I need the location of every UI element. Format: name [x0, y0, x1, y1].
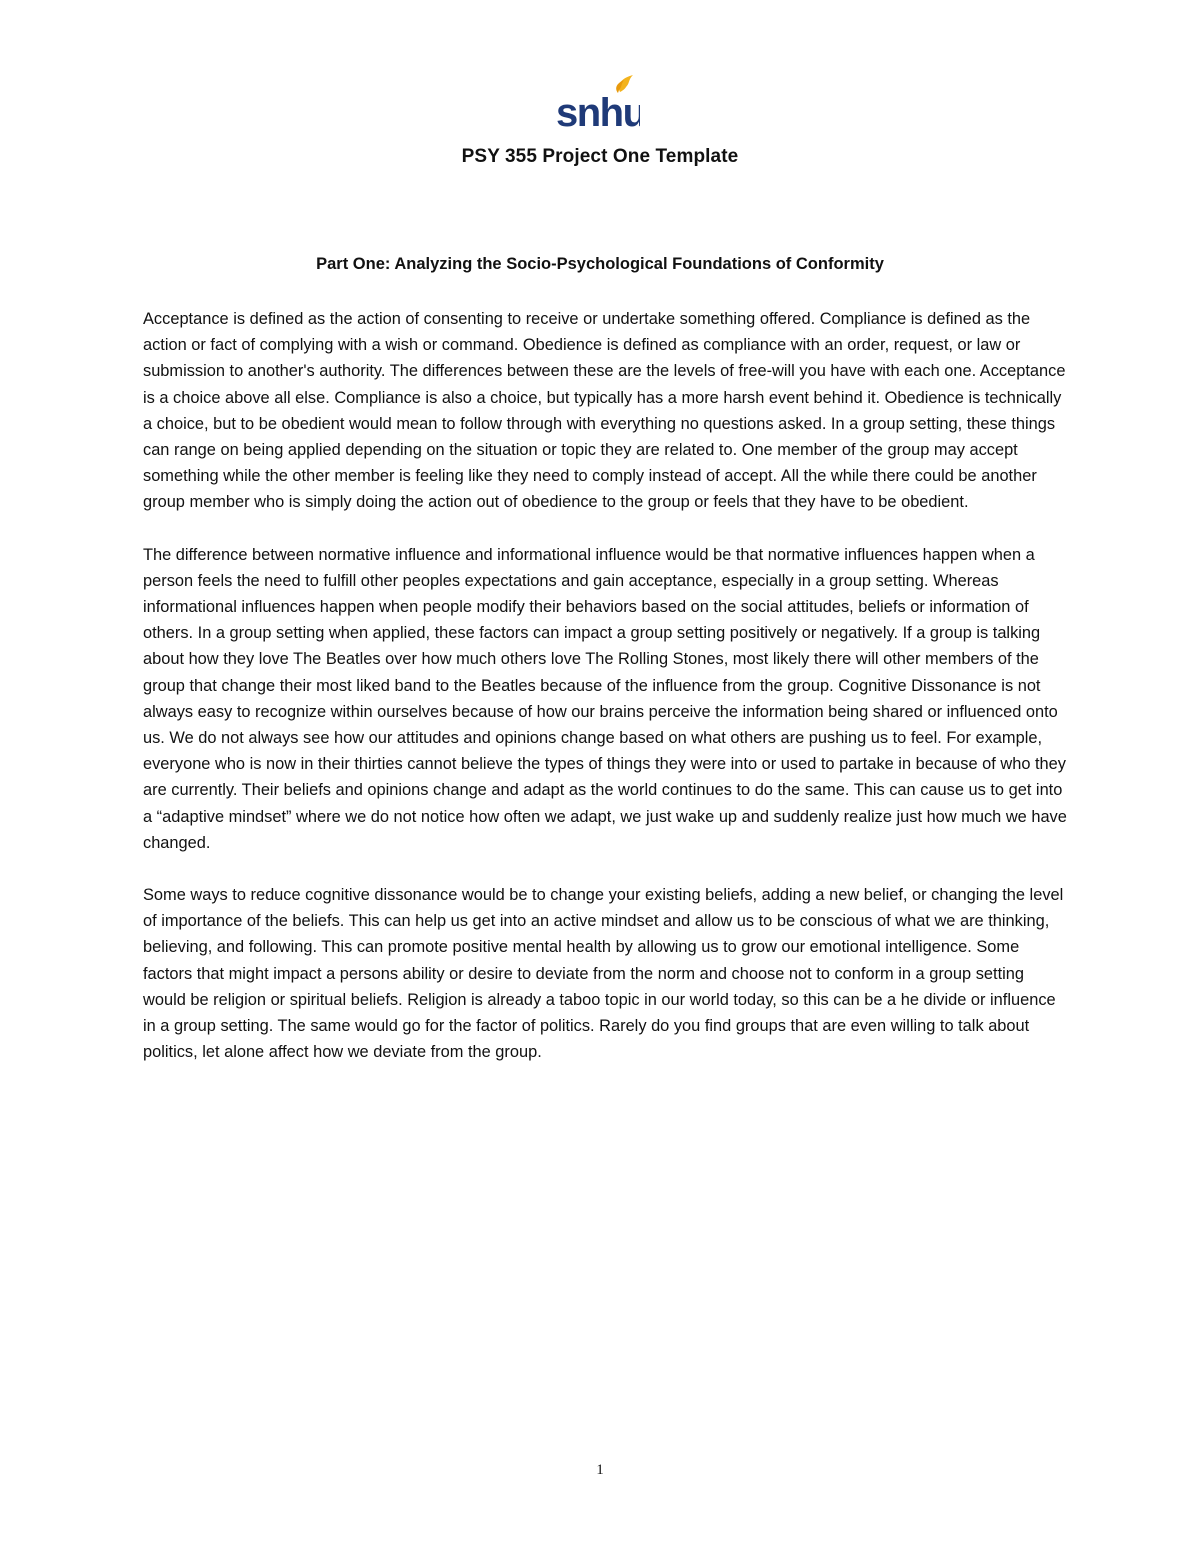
section-heading: Part One: Analyzing the Socio-Psychological Foundations of Conformity	[316, 255, 884, 273]
snhu-flame-logo-icon	[556, 74, 640, 132]
paragraph-2: The difference between normative influence and informational influence would be that normative influences happen when a person feels the need to fulfill other peoples expectations and gain acceptance, especially in a group setting. Whereas informational influences happen when people modify their behaviors based on the social attitudes, beliefs or information of others. In a group setting when applied, these factors can impact a group setting positively or negatively. If a group is talking about how they love The Beatles over how much others love The Rolling Stones, most likely there will other members of the group that change their most liked band to the Beatles because of the influence from the group. Cognitive Dissonance is not always easy to recognize within ourselves because of how our brains perceive the information being shared or influenced onto us. We do not always see how our attitudes and opinions change based on what others are pushing us to feel. For example, everyone who is now in their thirties cannot believe the types of things they were into or used to partake in because of who they are currently. Their beliefs and opinions change and adapt as the world continues to do the same. This can cause us to get into a “adaptive mindset” where we do not notice how often we adapt, we just wake up and suddenly realize just how much we have changed.	[143, 545, 1067, 852]
paragraph-3: Some ways to reduce cognitive dissonance would be to change your existing beliefs, adding a new belief, or changing the level of importance of the beliefs. This can help us get into an active mindset and allow us to be conscious of what we are thinking, believing, and following. This can promote positive mental health by allowing us to grow our emotional intelligence. Some factors that might impact a persons ability or desire to deviate from the norm and choose not to conform in a group setting would be religion or spiritual beliefs. Religion is already a taboo topic in our world today, so this can be a he divide or influence in a group setting. The same would go for the factor of politics. Rarely do you find groups that are even willing to talk about politics, let alone affect how we deviate from the group.	[143, 886, 1064, 1062]
paragraph-1: Acceptance is defined as the action of consenting to receive or undertake something offered. Compliance is defined as the action or fact of complying with a wish or command. Obedience is defined as compliance with an order, request, or law or submission to another's authority. The differences between these are the levels of free-will you have with each one. Acceptance is a choice above all else. Compliance is also a choice, but typically has a more harsh event behind it. Obedience is technically a choice, but to be obedient would mean to follow through with everything no questions asked. In a group setting, these things can range on being applied depending on the situation or topic they are related to. One member of the group may accept something while the other member is feeling like they need to comply instead of accept. All the while there could be another group member who is simply doing the action out of obedience to the group or feels that they have to be obedient.	[143, 310, 1066, 512]
page-number: 1	[596, 1462, 604, 1478]
snhu-logo	[556, 74, 640, 132]
document-title: PSY 355 Project One Template	[461, 146, 739, 167]
svg-text:snhu: snhu	[556, 91, 640, 132]
document-body	[143, 306, 1068, 1091]
